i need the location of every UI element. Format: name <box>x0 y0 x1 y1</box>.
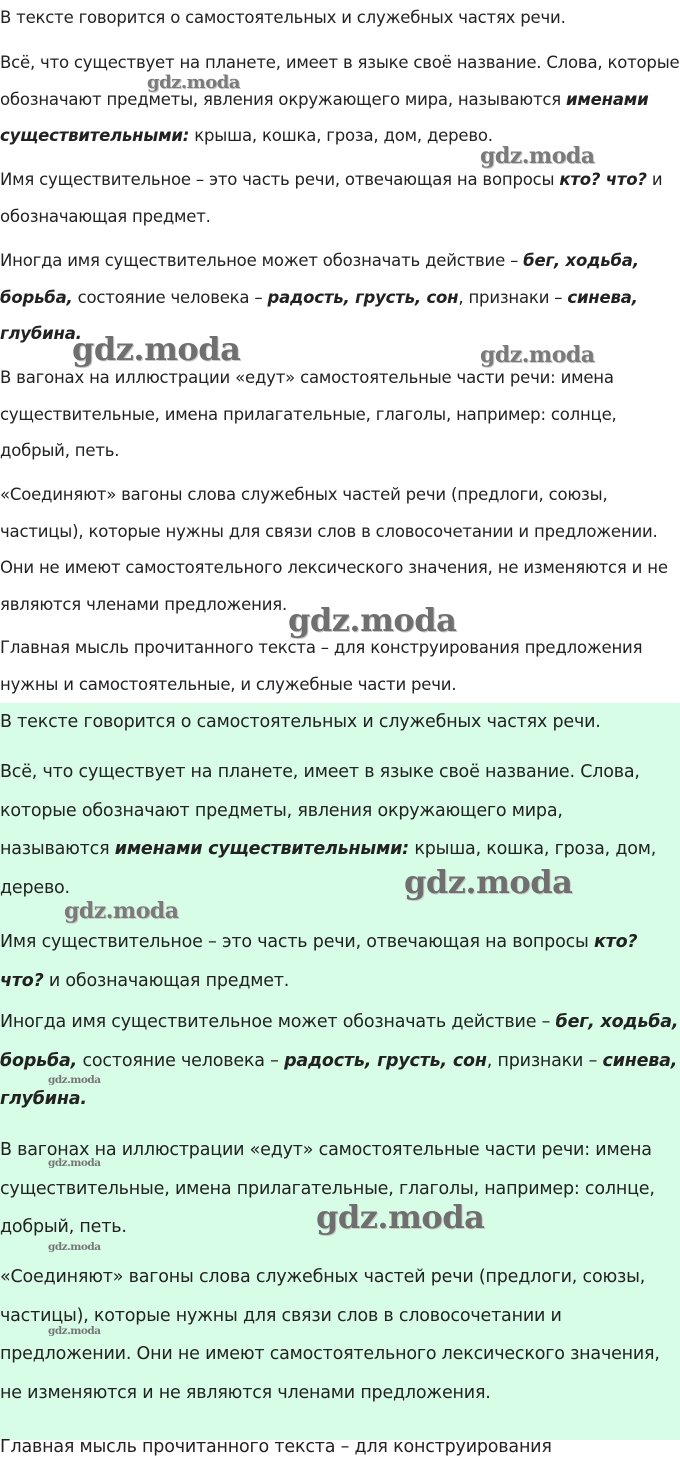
watermark: gdz.moda <box>48 1157 101 1169</box>
paragraph <box>0 360 617 470</box>
emphasis-text: кто? <box>593 932 638 952</box>
plain-text: частицы), которые нужны для связи слов в словосочетании и <box>0 1305 562 1326</box>
paragraph <box>0 1428 552 1467</box>
watermark: gdz.moda <box>147 72 240 93</box>
plain-text: Главная мысль прочитанного текста – для конструирования предложения <box>0 638 643 657</box>
plain-text: Всё, что существует на планете, имеет в языке своё название. Слова, <box>0 762 640 782</box>
plain-text: дерево. <box>0 877 70 898</box>
watermark: gdz.moda <box>64 898 179 924</box>
plain-text: Имя существительное – это часть речи, отвечающая на вопросы <box>0 170 560 189</box>
watermark: gdz.moda <box>480 143 595 169</box>
text-line <box>0 962 637 1001</box>
text-line <box>0 1374 660 1413</box>
text-line <box>0 550 668 587</box>
text-line <box>0 397 617 434</box>
plain-text: «Соединяют» вагоны слова служебных частей речи (предлоги, союзы, <box>0 485 608 504</box>
plain-text: которые обозначают предметы, явления окружающего мира, <box>0 800 563 821</box>
plain-text: В вагонах на иллюстрации «едут» самостоятельные части речи: имена <box>0 1140 652 1160</box>
emphasis-text: борьба, <box>0 1050 78 1071</box>
emphasis-text: радость, грусть, сон <box>267 287 459 307</box>
answer-block-highlighted <box>0 703 680 1457</box>
emphasis-text: глубина. <box>0 324 82 343</box>
emphasis-text: именами <box>566 89 649 109</box>
text-line <box>0 82 679 119</box>
plain-text: Иногда имя существительное может обозначать действие – <box>0 1012 556 1032</box>
emphasis-text: что? <box>0 970 44 991</box>
plain-text: состояние человека – <box>72 287 268 307</box>
plain-text: В тексте говорится о самостоятельных и служебных частях речи. <box>0 712 601 732</box>
plain-text: Имя существительное – это часть речи, отвечающая на вопросы <box>0 932 594 952</box>
plain-text: В вагонах на иллюстрации «едут» самостоятельные части речи: имена <box>0 368 614 387</box>
plain-text: В тексте говорится о самостоятельных и служебных частях речи. <box>0 8 566 27</box>
plain-text: обозначают предметы, явления окружающего мира, называются <box>0 89 567 109</box>
emphasis-text: кто? что? <box>559 170 647 189</box>
text-line <box>0 0 566 37</box>
plain-text: предложении. Они не имеют самостоятельного лексического значения, <box>0 1344 660 1364</box>
emphasis-text: существительными: <box>0 126 190 145</box>
plain-text: крыша, кошка, гроза, дом, <box>408 839 657 859</box>
emphasis-text: бег, ходьба, <box>555 1012 679 1032</box>
text-line <box>0 433 617 470</box>
plain-text: и <box>646 170 663 189</box>
emphasis-text: борьба, <box>0 287 73 307</box>
plain-text: , признаки – <box>486 1050 603 1071</box>
plain-text: Они не имеют самостоятельного лексического значения, не изменяются и не <box>0 558 668 577</box>
plain-text: крыша, кошка, гроза, дом, дерево. <box>189 126 493 145</box>
text-line <box>0 199 662 236</box>
text-line <box>0 1335 660 1374</box>
plain-text: «Соединяют» вагоны слова служебных частей речи (предлоги, союзы, <box>0 1267 646 1287</box>
plain-text: частицы), которые нужны для связи слов в словосочетании и предложении. <box>0 521 658 541</box>
paragraph <box>0 630 642 703</box>
emphasis-text: радость, грусть, сон <box>284 1050 487 1071</box>
text-line <box>0 1042 678 1081</box>
emphasis-text: глубина. <box>0 1089 87 1109</box>
text-line <box>0 1258 660 1297</box>
plain-text: существительные, имена прилагательные, глаголы, например: солнце, <box>0 1178 655 1199</box>
text-line <box>0 1080 678 1119</box>
text-line <box>0 753 656 792</box>
emphasis-text: синева, <box>602 1050 678 1071</box>
paragraph <box>0 162 662 235</box>
watermark: gdz.moda <box>316 1198 485 1236</box>
watermark: gdz.moda <box>288 601 457 639</box>
plain-text: добрый, петь. <box>0 441 120 460</box>
emphasis-text: бег, ходьба, <box>523 251 639 270</box>
text-line <box>0 243 639 280</box>
watermark: gdz.moda <box>404 863 573 901</box>
watermark: gdz.moda <box>48 1325 101 1337</box>
text-line <box>0 1003 678 1042</box>
plain-text: добрый, петь. <box>0 1217 127 1237</box>
paragraph <box>0 0 566 37</box>
text-line <box>0 792 656 831</box>
text-line <box>0 45 679 82</box>
plain-text: Иногда имя существительное может обозначать действие – <box>0 251 524 270</box>
plain-text: нужны и самостоятельные, и служебные части речи. <box>0 674 457 694</box>
text-line <box>0 280 639 317</box>
text-line <box>0 667 642 704</box>
plain-text: называются <box>0 839 115 859</box>
plain-text: Всё, что существует на планете, имеет в языке своё название. Слова, которые <box>0 53 680 72</box>
paragraph <box>0 45 679 155</box>
watermark: gdz.moda <box>48 1074 101 1086</box>
plain-text: и обозначающая предмет. <box>43 970 290 991</box>
watermark: gdz.moda <box>480 342 595 368</box>
paragraph <box>0 703 601 742</box>
plain-text: Главная мысль прочитанного текста – для конструирования <box>0 1437 552 1457</box>
paragraph <box>0 1003 678 1119</box>
plain-text: существительные, имена прилагательные, глаголы, например: солнце, <box>0 404 617 424</box>
plain-text: не изменяются и не являются членами предложения. <box>0 1382 491 1403</box>
plain-text: состояние человека – <box>77 1050 285 1071</box>
watermark: gdz.moda <box>48 1241 101 1253</box>
plain-text: обозначающая предмет. <box>0 206 211 226</box>
text-line <box>0 514 668 551</box>
paragraph <box>0 923 637 1000</box>
plain-text: являются членами предложения. <box>0 594 287 614</box>
emphasis-text: синева, <box>567 287 638 307</box>
text-line <box>0 477 668 514</box>
text-line <box>0 703 601 742</box>
plain-text: , признаки – <box>458 287 568 307</box>
text-line <box>0 923 637 962</box>
emphasis-text: именами существительными: <box>114 839 409 859</box>
watermark: gdz.moda <box>72 330 241 368</box>
text-line <box>0 1428 552 1467</box>
